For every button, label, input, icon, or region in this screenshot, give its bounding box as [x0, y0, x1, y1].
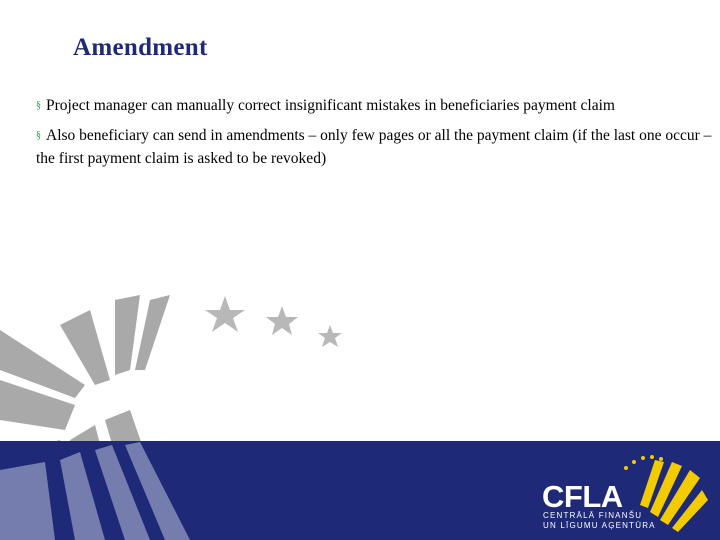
bullet-item	[36, 95, 714, 118]
star-icon	[266, 306, 298, 335]
bullet-text: Also beneficiary can send in amendments – only few pages or all the payment claim (if the last one occur – the first payment claim is asked to be revoked)	[36, 127, 712, 167]
bullet-item	[36, 125, 714, 169]
star-icon	[318, 325, 342, 347]
logo-subtitle-line1: CENTRĀLĀ FINANŠU	[543, 511, 643, 520]
slide-title: Amendment	[73, 34, 208, 61]
bullet-text: Project manager can manually correct insignificant mistakes in beneficiaries payment claim	[46, 97, 615, 114]
logo-subtitle-line2: UN LĪGUMU AĢENTŪRA	[543, 521, 656, 530]
bullet-list	[36, 95, 714, 176]
bullet-marker-icon: §	[36, 130, 41, 141]
logo-name: CFLA	[542, 479, 623, 514]
star-icon	[205, 296, 245, 332]
bullet-marker-icon: §	[36, 100, 41, 111]
